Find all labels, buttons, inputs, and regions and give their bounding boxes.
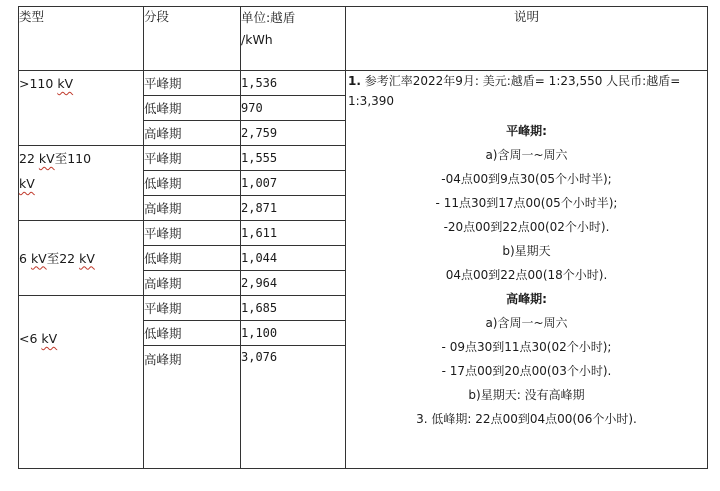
segment-cell: 低峰期 <box>144 246 241 271</box>
price-cell: 1,611 <box>241 221 346 246</box>
note-lowpeak: 3. 低峰期: 22点00到04点00(06个小时). <box>416 412 637 426</box>
kv-unit: kV <box>57 76 74 91</box>
kv-unit: kV <box>19 176 35 191</box>
price-cell: 2,759 <box>241 121 346 146</box>
note-line: - 17点00到20点00(03个小时). <box>441 364 612 378</box>
kv-unit: kV <box>38 151 55 166</box>
note-line: -20点00到22点00(02个小时). <box>443 220 610 234</box>
segment-cell: 平峰期 <box>144 296 241 321</box>
price-cell: 2,964 <box>241 271 346 296</box>
note-exchange-rate: 1. 参考汇率2022年9月: 美元:越盾= 1:23,550 人民币:越盾= 1:3,390 <box>348 74 681 108</box>
note-offpeak-title: 平峰期: <box>506 124 547 138</box>
note-line: b)星期天: 没有高峰期 <box>468 388 585 402</box>
note-line: a)含周一~周六 <box>485 148 568 162</box>
price-cell: 970 <box>241 96 346 121</box>
note-peak-title: 高峰期: <box>506 292 547 306</box>
price-cell: 1,044 <box>241 246 346 271</box>
price-cell: 2,871 <box>241 196 346 221</box>
segment-cell: 高峰期 <box>144 121 241 146</box>
header-unit <box>241 7 346 71</box>
kv-unit: kV <box>30 250 47 266</box>
voltage-type-cell: 22 kV至110 kV <box>19 146 144 221</box>
segment-cell: 平峰期 <box>144 71 241 96</box>
price-cell: 1,536 <box>241 71 346 96</box>
segment-cell: 低峰期 <box>144 171 241 196</box>
header-segment: 分段 <box>144 7 241 71</box>
voltage-type-cell: 6 kV至22 kV <box>19 221 144 296</box>
segment-cell: 高峰期 <box>144 346 241 469</box>
notes-cell <box>346 71 708 469</box>
electricity-tariff-table <box>18 6 708 469</box>
segment-cell: 低峰期 <box>144 321 241 346</box>
segment-cell: 高峰期 <box>144 271 241 296</box>
segment-cell: 高峰期 <box>144 196 241 221</box>
note-line: -04点00到9点30(05个小时半); <box>441 172 612 186</box>
note-line: 04点00到22点00(18个小时). <box>445 268 608 282</box>
header-notes: 说明 <box>346 7 708 71</box>
segment-cell: 低峰期 <box>144 96 241 121</box>
table-row <box>19 71 708 96</box>
price-cell: 1,685 <box>241 296 346 321</box>
header-unit-line2: /kWh <box>241 32 273 47</box>
price-cell: 1,100 <box>241 321 346 346</box>
voltage-type-cell: >110 kV <box>19 71 144 146</box>
header-row <box>19 7 708 71</box>
note-line: - 11点30到17点00(05个小时半); <box>435 196 618 210</box>
voltage-type-cell: <6 kV <box>19 296 144 469</box>
note-line: b)星期天 <box>502 244 551 258</box>
price-cell: 1,555 <box>241 146 346 171</box>
kv-unit: kV <box>41 331 58 346</box>
header-type: 类型 <box>19 7 144 71</box>
kv-unit: kV <box>79 250 95 266</box>
segment-cell: 平峰期 <box>144 146 241 171</box>
note-line: - 09点30到11点30(02个小时); <box>441 340 612 354</box>
segment-cell: 平峰期 <box>144 221 241 246</box>
note-line: a)含周一~周六 <box>485 316 568 330</box>
price-cell: 3,076 <box>241 346 346 469</box>
price-cell: 1,007 <box>241 171 346 196</box>
header-unit-line1: 单位:越盾 <box>241 10 296 25</box>
